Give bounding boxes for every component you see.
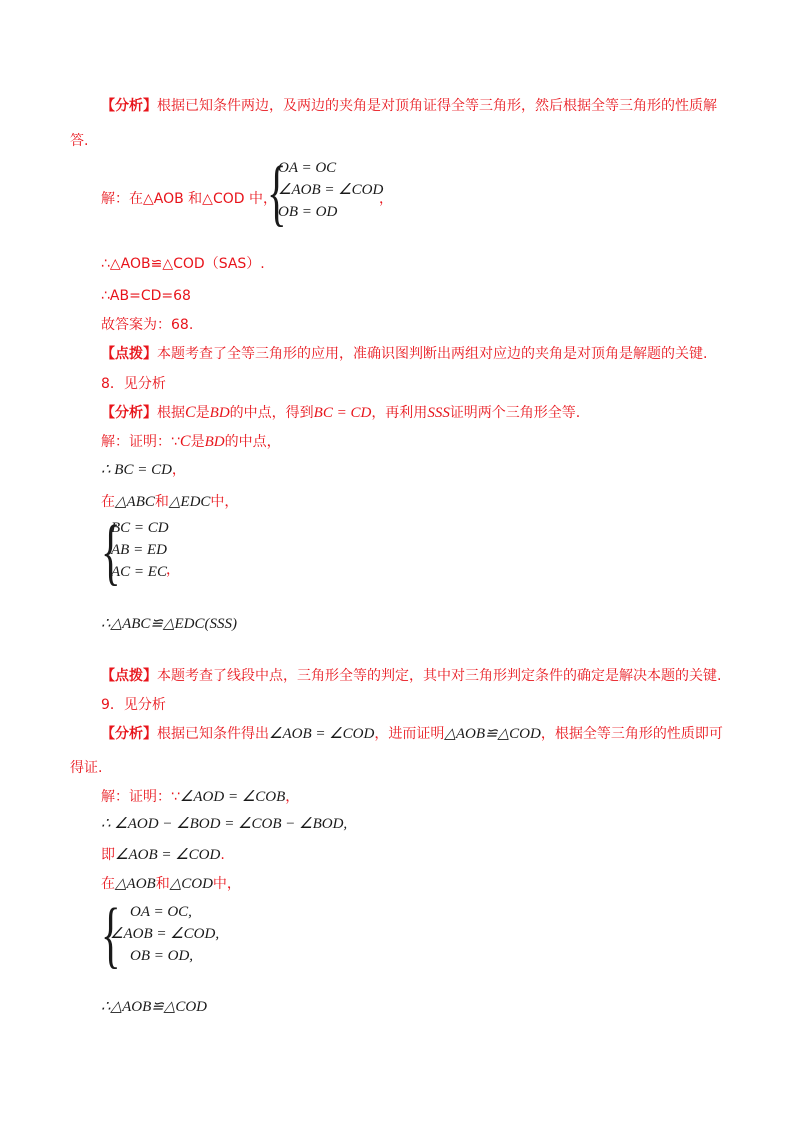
q9-number: 9．见分析 <box>101 697 166 713</box>
answer-line: 故答案为：68. <box>101 317 194 333</box>
q8-tip-text: 本题考查了线段中点，三角形全等的判定，其中对三角形判定条件的确定是解决本题的关键. <box>157 668 722 684</box>
q9-conclusion: ∴△AOB≌△COD <box>101 999 208 1015</box>
q8-number: 8．见分析 <box>101 376 166 392</box>
q9-an-b: ，进而证明 <box>374 726 445 742</box>
q8-an-d: 的中点，得到 <box>229 405 314 421</box>
q8-an-f: 证明两个三角形全等. <box>449 405 581 421</box>
tip-line-1 <box>101 344 707 364</box>
q9-l3-a: 即 <box>101 847 115 863</box>
system-eq-3: OB = OD <box>278 204 338 220</box>
q9-solution <box>101 787 299 807</box>
analysis-line-1 <box>101 96 717 116</box>
q9-line-2: ∴ ∠AOD − ∠BOD = ∠COB − ∠BOD, <box>101 816 348 832</box>
q9-triangle-cod: △COD <box>169 876 213 892</box>
q8-an-a: 根据 <box>157 405 185 421</box>
q9-in-a: 在 <box>101 876 115 892</box>
q8-in-b: 和 <box>154 494 169 510</box>
q9-an-eq: ∠AOB = ∠COD <box>269 726 375 742</box>
q8-equation-system <box>111 517 169 583</box>
q9-sys-eq-2: ∠AOB = ∠COD, <box>110 926 220 942</box>
q9-analysis-tag: 【分析】 <box>101 726 157 742</box>
q9-in-c: 中， <box>212 876 241 892</box>
q9-l3-b: . <box>220 847 225 863</box>
q8-an-eq: BC = CD <box>313 405 372 421</box>
q8-sol-c: C <box>179 433 191 450</box>
q9-analysis-2: 得证. <box>70 760 103 776</box>
q8-sys-eq-2: AB = ED <box>111 542 167 558</box>
q9-l3-eq: ∠AOB = ∠COD <box>115 847 221 863</box>
q9-an-a: 根据已知条件得出 <box>157 726 269 742</box>
q8-an-bd: BD <box>209 405 230 421</box>
system-after: ， <box>379 191 393 207</box>
q8-an-sss: SSS <box>427 405 450 421</box>
analysis-line-2: 答. <box>70 133 89 149</box>
analysis-text: 根据已知条件两边，及两边的夹角是对顶角证得全等三角形，然后根据全等三角形的性质解 <box>157 98 717 114</box>
q9-analysis-1 <box>101 724 723 744</box>
system-eq-1: OA = OC <box>278 160 337 176</box>
system-eq-2: ∠AOB = ∠COD <box>278 182 384 198</box>
q9-in-b: 和 <box>155 876 170 892</box>
conclusion-line-1: ∴△AOB≌△COD（SAS）. <box>101 256 265 272</box>
q8-in-a: 在 <box>101 494 115 510</box>
q8-comma: ， <box>171 462 186 478</box>
q8-analysis-tag: 【分析】 <box>101 405 157 421</box>
q8-analysis <box>101 403 580 423</box>
q8-system-brace: { <box>101 511 121 593</box>
q8-tip <box>101 666 721 686</box>
q8-in-triangles <box>101 492 238 512</box>
q9-sys-eq-1: OA = OC, <box>130 904 192 920</box>
q8-an-b: 是 <box>195 405 210 421</box>
q8-in-c: 中， <box>210 494 239 510</box>
q8-triangle-edc: △EDC <box>168 494 211 510</box>
solution-lead: 解：在△AOB 和△COD 中， <box>101 191 277 207</box>
q9-sol-comma: ， <box>285 789 300 805</box>
q8-sys-after: ， <box>166 562 180 578</box>
q9-triangle-aob: △AOB <box>115 876 156 892</box>
q9-in-triangles <box>101 874 241 894</box>
q8-tip-tag: 【点拨】 <box>101 668 157 684</box>
q8-sys-eq-3: AC = EC <box>111 564 167 580</box>
tip-tag: 【点拨】 <box>101 346 157 362</box>
q8-triangle-abc: △ABC <box>115 494 155 510</box>
q8-solution <box>101 432 281 452</box>
q9-sys-eq-3: OB = OD, <box>130 948 194 964</box>
tip-text: 本题考查了全等三角形的应用，准确识图判断出两组对应边的夹角是对顶角是解题的关键. <box>157 346 708 362</box>
analysis-tag: 【分析】 <box>101 98 157 114</box>
conclusion-line-2: ∴AB=CD=68 <box>101 288 191 304</box>
q8-therefore-eq: ∴ BC = CD <box>101 462 172 478</box>
q8-conclusion: ∴△ABC≌△EDC(SSS) <box>101 616 238 632</box>
q9-an-c: ，根据全等三角形的性质即可 <box>540 726 723 742</box>
q8-sol-b: 是 <box>190 434 205 450</box>
q9-sol-a: 解：证明：∵ <box>101 789 180 805</box>
q8-therefore <box>101 460 186 480</box>
q8-sys-eq-1: BC = CD <box>111 520 169 536</box>
q8-sol-d: 的中点， <box>224 434 281 450</box>
q9-an-cong: △AOB≌△COD <box>444 726 541 742</box>
q9-line-3 <box>101 845 225 865</box>
q8-sol-a: 解：证明：∵ <box>101 434 180 450</box>
q9-sol-eq: ∠AOD = ∠COB <box>179 789 286 805</box>
system-brace: { <box>267 152 287 234</box>
equation-system-1 <box>278 157 383 223</box>
q8-an-c: C <box>185 404 196 421</box>
q9-equation-system <box>110 901 219 967</box>
q8-sol-bd: BD <box>204 434 225 450</box>
q9-system-brace: { <box>101 894 121 976</box>
q8-an-e: ，再利用 <box>371 405 428 421</box>
